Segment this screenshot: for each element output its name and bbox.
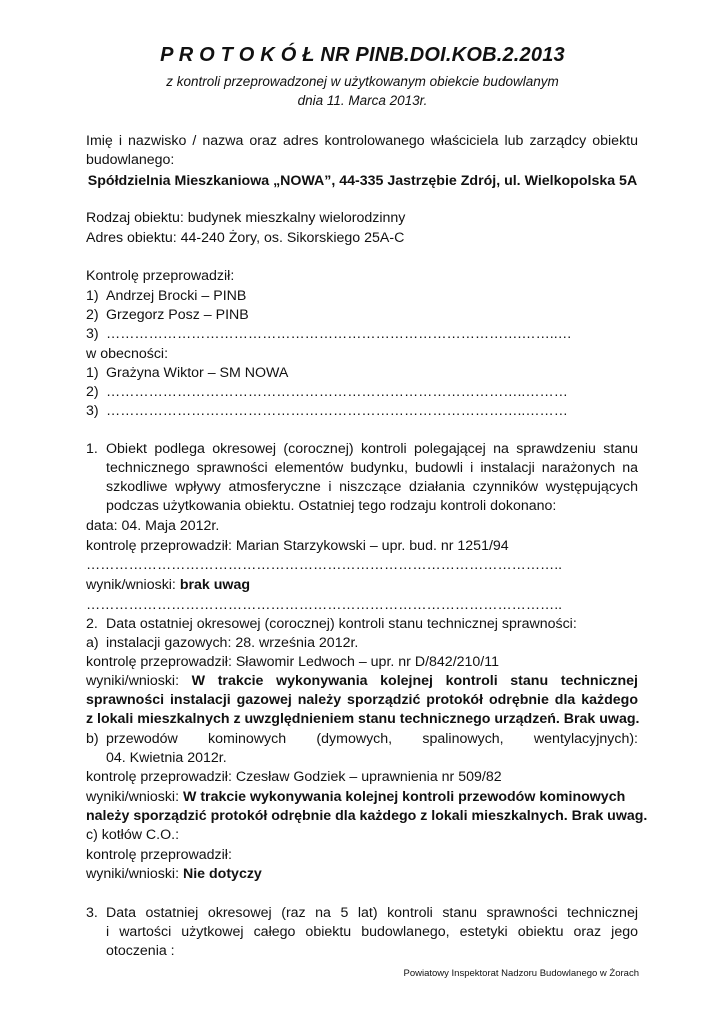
result-value: sprawności instalacji gazowej należy sporządzić protokół odrębnie dla każdego [86, 692, 638, 708]
result-label: wyniki/wnioski: [86, 673, 180, 689]
item-text: Grażyna Wiktor – SM NOWA [106, 365, 289, 381]
section-2-text: Data ostatniej okresowej (corocznej) kontroli stanu technicznej sprawności: [106, 616, 577, 632]
presence-item [86, 364, 288, 383]
section-1-text: podczas użytkowania obiektu. Ostatniej tego rodzaju kontroli dokonano: [106, 498, 557, 514]
item-number: 3) [86, 326, 99, 342]
section-3-number: 3. [86, 905, 98, 921]
chimney-number: b) [86, 731, 99, 747]
gas-result-cont [86, 710, 639, 729]
section-1-number: 1. [86, 441, 98, 457]
document-date: dnia 11. Marca 2013r. [297, 93, 428, 108]
presence-label: w obecności: [86, 346, 169, 362]
section-2-number: 2. [86, 616, 98, 632]
inspector-item [86, 306, 249, 325]
section-3-text: i wartości użytkowej całego obiektu budowlanego, estetyki obiektu oraz jego [106, 924, 638, 940]
chimney-result-cont [86, 807, 647, 826]
item-number: 2) [86, 307, 99, 323]
dotted-line: ……………………………………………………………………………………….. [86, 597, 563, 613]
item-text: Andrzej Brocki – PINB [106, 288, 247, 304]
item-number: 3) [86, 403, 99, 419]
result-value: z lokali mieszkalnych z uwzględnieniem stanu technicznego urządzeń. Brak uwag. [86, 711, 640, 727]
presence-item [86, 402, 568, 421]
item-number: 2) [86, 384, 99, 400]
result-value: W trakcie wykonywania kolejnej kontroli stanu technicznej [191, 673, 638, 689]
item-text: ……………………………………………………………………………..……… [106, 384, 568, 400]
result-label: wynik/wnioski: [86, 577, 180, 593]
document-title: P R O T O K Ó Ł NR PINB.DOI.KOB.2.2013 [160, 44, 565, 66]
result-label: wyniki/wnioski: [86, 866, 183, 882]
boilers-text: c) kotłów C.O.: [86, 827, 180, 843]
inspector-item [86, 325, 572, 344]
item-text: ……………………………………………………………………………..……… [106, 403, 568, 419]
document-subtitle: z kontroli przeprowadzonej w użytkowanym obiekcie budowlanym [166, 74, 559, 89]
gas-number: a) [86, 635, 99, 651]
result-value: W trakcie wykonywania kolejnej kontroli przewodów kominowych [182, 789, 626, 805]
section-1-text: Obiekt podlega okresowej (corocznej) kontroli polegającej na sprawdzeniu stanu [106, 441, 638, 457]
object-address: Adres obiektu: 44-240 Żory, os. Sikorskiego 25A-C [86, 230, 405, 246]
gas-inspector: kontrolę przeprowadził: Sławomir Ledwoch – upr. nr D/842/210/11 [86, 654, 499, 670]
item-number: 1) [86, 365, 99, 381]
result-value: brak uwag [179, 577, 250, 593]
chimney-result [86, 788, 625, 807]
section-1-text: szkodliwe wpływy atmosferyczne i niszczące działania czynników występujących [106, 479, 638, 495]
dotted-line: ……………………………………………………………………………………….. [86, 557, 563, 573]
owner-label-cont: budowlanego: [86, 152, 175, 168]
inspector-item [86, 287, 246, 306]
item-text: …………………………………………………………………………….……..… [106, 326, 572, 342]
gas-result-cont [86, 691, 638, 710]
section-1-result [86, 576, 250, 595]
owner-name: Spółdzielnia Mieszkaniowa „NOWA”, 44-335 Jastrzębie Zdrój, ul. Wielkopolska 5A [87, 173, 638, 189]
section-1-text: technicznego sprawności elementów budynku, budowli i instalacji narażonych na [106, 460, 638, 476]
boilers-inspector: kontrolę przeprowadził: [86, 847, 232, 863]
result-value: Nie dotyczy [182, 866, 262, 882]
result-value: należy sporządzić protokół odrębnie dla każdego z lokali mieszkalnych. Brak uwag. [86, 808, 648, 824]
section-1-date: data: 04. Maja 2012r. [86, 518, 220, 534]
result-label: wyniki/wnioski: [86, 789, 183, 805]
object-type: Rodzaj obiektu: budynek mieszkalny wielorodzinny [86, 210, 406, 226]
gas-result [86, 672, 638, 691]
presence-item [86, 383, 568, 402]
inspectors-label: Kontrolę przeprowadził: [86, 268, 235, 284]
chimney-inspector: kontrolę przeprowadził: Czesław Godziek – uprawnienia nr 509/82 [86, 769, 502, 785]
footer-text: Powiatowy Inspektorat Nadzoru Budowlanego w Żorach [403, 968, 639, 979]
gas-text: instalacji gazowych: 28. września 2012r. [106, 635, 359, 651]
owner-label: Imię i nazwisko / nazwa oraz adres kontrolowanego właściciela lub zarządcy obiektu [86, 133, 638, 149]
section-1-inspector: kontrolę przeprowadził: Marian Starzykowski – upr. bud. nr 1251/94 [86, 538, 509, 554]
chimney-date: 04. Kwietnia 2012r. [106, 750, 227, 766]
section-3-text: Data ostatniej okresowej (raz na 5 lat) kontroli stanu sprawności technicznej [106, 905, 638, 921]
item-number: 1) [86, 288, 99, 304]
chimney-text: przewodów kominowych (dymowych, spalinowych, wentylacyjnych): [106, 731, 638, 747]
boilers-result [86, 865, 262, 884]
item-text: Grzegorz Posz – PINB [106, 307, 249, 323]
section-3-text: otoczenia : [106, 943, 175, 959]
